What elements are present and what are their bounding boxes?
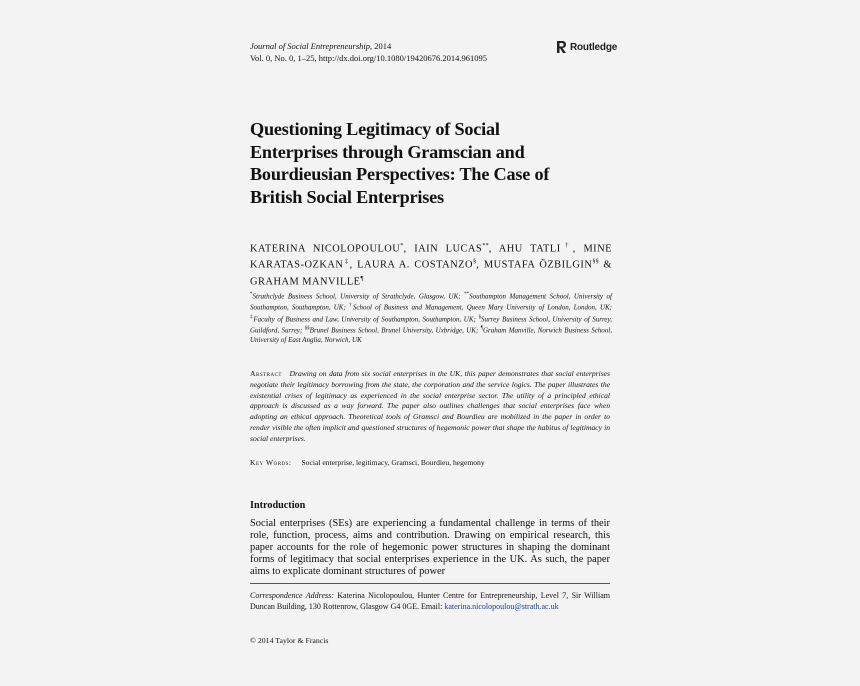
author-name: AHU TATLI — [498, 243, 561, 255]
author-name: KATERINA NICOLOPOULOU — [250, 243, 401, 255]
keywords-text: Social enterprise, legitimacy, Gramsci, Bourdieu, hegemony — [301, 458, 485, 467]
correspondence-text: Katerina Nicolopoulou, Hunter Centre for Entrepreneurship, Level 7, Sir William Duncan Building, 130 Rottenrow, Glasgow G4 0GE. Email: — [250, 591, 610, 611]
journal-title-line — [250, 40, 487, 52]
introduction-paragraph: Social enterprises (SEs) are experiencing a fundamental challenge in terms of their role, function, process, aims and contribution. Drawing on empirical research, this paper accounts for the role of hegemonic power structures in shaping the dominant forms of legitimacy that social enterprises experience in the UK. As such, the paper aims to explicate dominant structures of power — [250, 518, 610, 577]
publisher-logo — [556, 40, 617, 54]
footnote-divider — [250, 583, 610, 584]
journal-year: , 2014 — [370, 41, 392, 51]
author-mark: * — [400, 242, 404, 249]
author-mark: § — [472, 258, 477, 266]
affiliation-mark: § — [478, 314, 481, 320]
author-name: MUSTAFA ÖZBILGIN — [483, 259, 593, 271]
affiliations — [250, 290, 612, 345]
introduction-heading: Introduction — [250, 500, 306, 511]
affiliation-mark: * — [250, 292, 253, 297]
affiliation-mark: §§ — [304, 325, 310, 331]
copyright-notice: © 2014 Taylor & Francis — [250, 636, 329, 645]
author-mark: ** — [482, 242, 489, 249]
article-title: Questioning Legitimacy of Social Enterprises through Gramscian and Bourdieusian Perspectives: The Case of British Social Enterprises — [250, 119, 550, 207]
affiliation-mark: ¶ — [480, 325, 483, 331]
affiliation-mark: ** — [464, 292, 470, 297]
correspondence-lead: Correspondence Address: — [250, 591, 334, 600]
author-name: MINE KARATAS-OZKAN — [250, 243, 612, 271]
author-mark: ‡ — [343, 258, 350, 266]
journal-citation — [250, 40, 487, 64]
journal-doi: Vol. 0, No. 0, 1–25, http://dx.doi.org/10.1080/19420676.2014.961095 — [250, 53, 487, 63]
affiliation-text: Strathclyde Business School, University of Strathclyde, Glasgow, UK; — [252, 292, 465, 301]
author-list: KATERINA NICOLOPOULOU*, IAIN LUCAS**, AHU TATLI†, MINE KARATAS-OZKAN‡, LAURA A. COSTANZO§, MUSTAFA ÖZBILGIN§§ & GRAHAM MANVILLE¶ — [250, 242, 612, 288]
keywords — [250, 458, 612, 468]
affiliation-text: School of Business and Management, Queen Mary University of London, London, UK; — [352, 303, 613, 312]
author-name: GRAHAM MANVILLE — [250, 276, 361, 288]
affiliation-text: Brunel Business School, Brunel University, Uxbridge, UK; — [309, 326, 481, 335]
author-name: LAURA A. COSTANZO — [357, 259, 473, 271]
publisher-logo-text: Routledge — [570, 41, 618, 53]
affiliation-text: Faculty of Business and Law, University of Southampton, Southampton, UK; — [253, 314, 479, 323]
abstract-heading: Abstract — [250, 369, 282, 378]
affiliation-mark: ‡ — [250, 314, 254, 320]
author-name: IAIN LUCAS — [414, 243, 483, 255]
author-mark: † — [560, 242, 573, 249]
correspondence-address — [250, 590, 610, 612]
affiliation-text: Graham Manville, Norwich Business School, University of East Anglia, Norwich, UK — [250, 326, 613, 345]
affiliation-text: Southampton Management School, University of Southampton, Southampton, UK; — [250, 292, 612, 312]
affiliation-mark: † — [348, 303, 353, 309]
author-mark: ¶ — [360, 274, 364, 282]
journal-name: Journal of Social Entrepreneurship — [250, 41, 371, 51]
correspondence-email-link[interactable]: katerina.nicolopoulou@strath.ac.uk — [444, 602, 559, 611]
author-mark: §§ — [592, 258, 599, 266]
keywords-heading: Key Words: — [250, 458, 292, 467]
abstract — [250, 369, 610, 445]
affiliation-text: Surrey Business School, University of Surrey, Guildford, Surrey; — [250, 314, 612, 335]
abstract-text: Drawing on data from six social enterprises in the UK, this paper demonstrates that social enterprises negotiate their legitimacy borrowing from the state, the corporation and the service logics. The paper illustrates the existential crises of legitimacy as experienced in the social enterprise sector. The utility of a principled ethical approach is discussed as a way forward. The paper also outlines challenges that social enterprises face when adopting an ethical approach. Theoretical tools of Gramsci and Bourdieu are mobilized in the paper in order to render visible the often implicit and questioned structures of hegemonic power that shape the habitus of legitimacy in social enterprises. — [250, 369, 610, 443]
routledge-logo-icon — [556, 40, 567, 54]
